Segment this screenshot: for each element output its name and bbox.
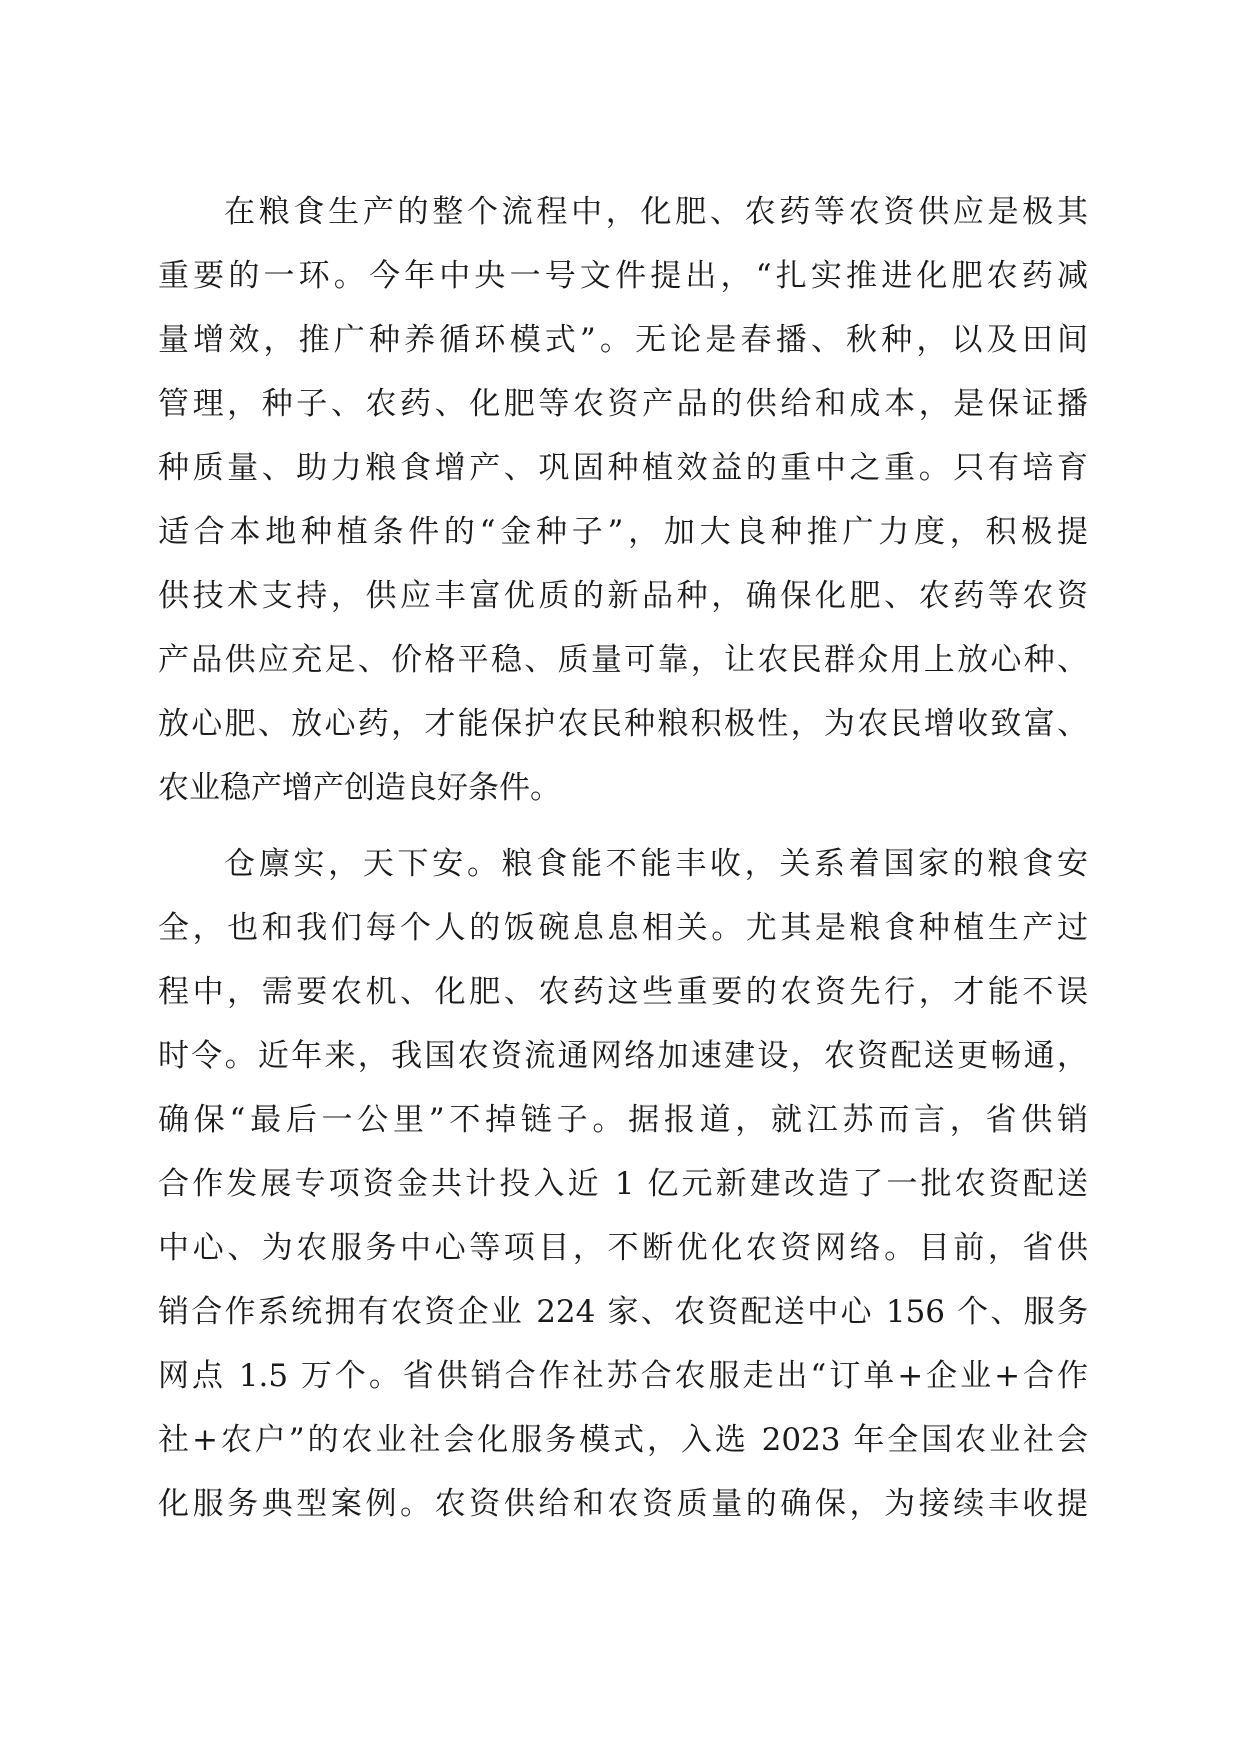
paragraph-line: 种质量、助力粮食增产、巩固种植效益的重中之重。只有培育	[158, 450, 1088, 486]
paragraph-line: 销合作系统拥有农资企业 224 家、农资配送中心 156 个、服务	[158, 1294, 1088, 1330]
paragraph-line: 产品供应充足、价格平稳、质量可靠，让农民群众用上放心种、	[158, 642, 1088, 678]
paragraph-2	[158, 832, 1088, 1536]
paragraph-line: 程中，需要农机、化肥、农药这些重要的农资先行，才能不误	[158, 974, 1088, 1010]
paragraph-line: 量增效，推广种养循环模式”。无论是春播、秋种，以及田间	[158, 322, 1088, 358]
paragraph-line: 适合本地种植条件的“金种子”，加大良种推广力度，积极提	[158, 514, 1088, 550]
paragraph-1	[158, 180, 1088, 820]
paragraph-line: 合作发展专项资金共计投入近 1 亿元新建改造了一批农资配送	[158, 1166, 1088, 1202]
paragraph-line: 放心肥、放心药，才能保护农民种粮积极性，为农民增收致富、	[158, 706, 1088, 742]
paragraph-line: 在粮食生产的整个流程中，化肥、农药等农资供应是极其	[224, 194, 1088, 230]
paragraph-line: 仓廪实，天下安。粮食能不能丰收，关系着国家的粮食安	[224, 846, 1088, 882]
paragraph-line: 社+农户”的农业社会化服务模式，入选 2023 年全国农业社会	[158, 1422, 1088, 1458]
paragraph-line: 供技术支持，供应丰富优质的新品种，确保化肥、农药等农资	[158, 578, 1088, 614]
paragraph-line: 农业稳产增产创造良好条件。	[158, 770, 561, 806]
paragraph-line: 管理，种子、农药、化肥等农资产品的供给和成本，是保证播	[158, 386, 1088, 422]
paragraph-line: 时令。近年来，我国农资流通网络加速建设，农资配送更畅通，	[158, 1038, 1088, 1074]
paragraph-line: 化服务典型案例。农资供给和农资质量的确保，为接续丰收提	[158, 1486, 1088, 1522]
paragraph-line: 重要的一环。今年中央一号文件提出，“扎实推进化肥农药减	[158, 258, 1088, 294]
paragraph-line: 中心、为农服务中心等项目，不断优化农资网络。目前，省供	[158, 1230, 1088, 1266]
paragraph-line: 网点 1.5 万个。省供销合作社苏合农服走出“订单+企业+合作	[158, 1358, 1088, 1394]
paragraph-line: 全，也和我们每个人的饭碗息息相关。尤其是粮食种植生产过	[158, 910, 1088, 946]
paragraph-line: 确保“最后一公里”不掉链子。据报道，就江苏而言，省供销	[158, 1102, 1088, 1138]
